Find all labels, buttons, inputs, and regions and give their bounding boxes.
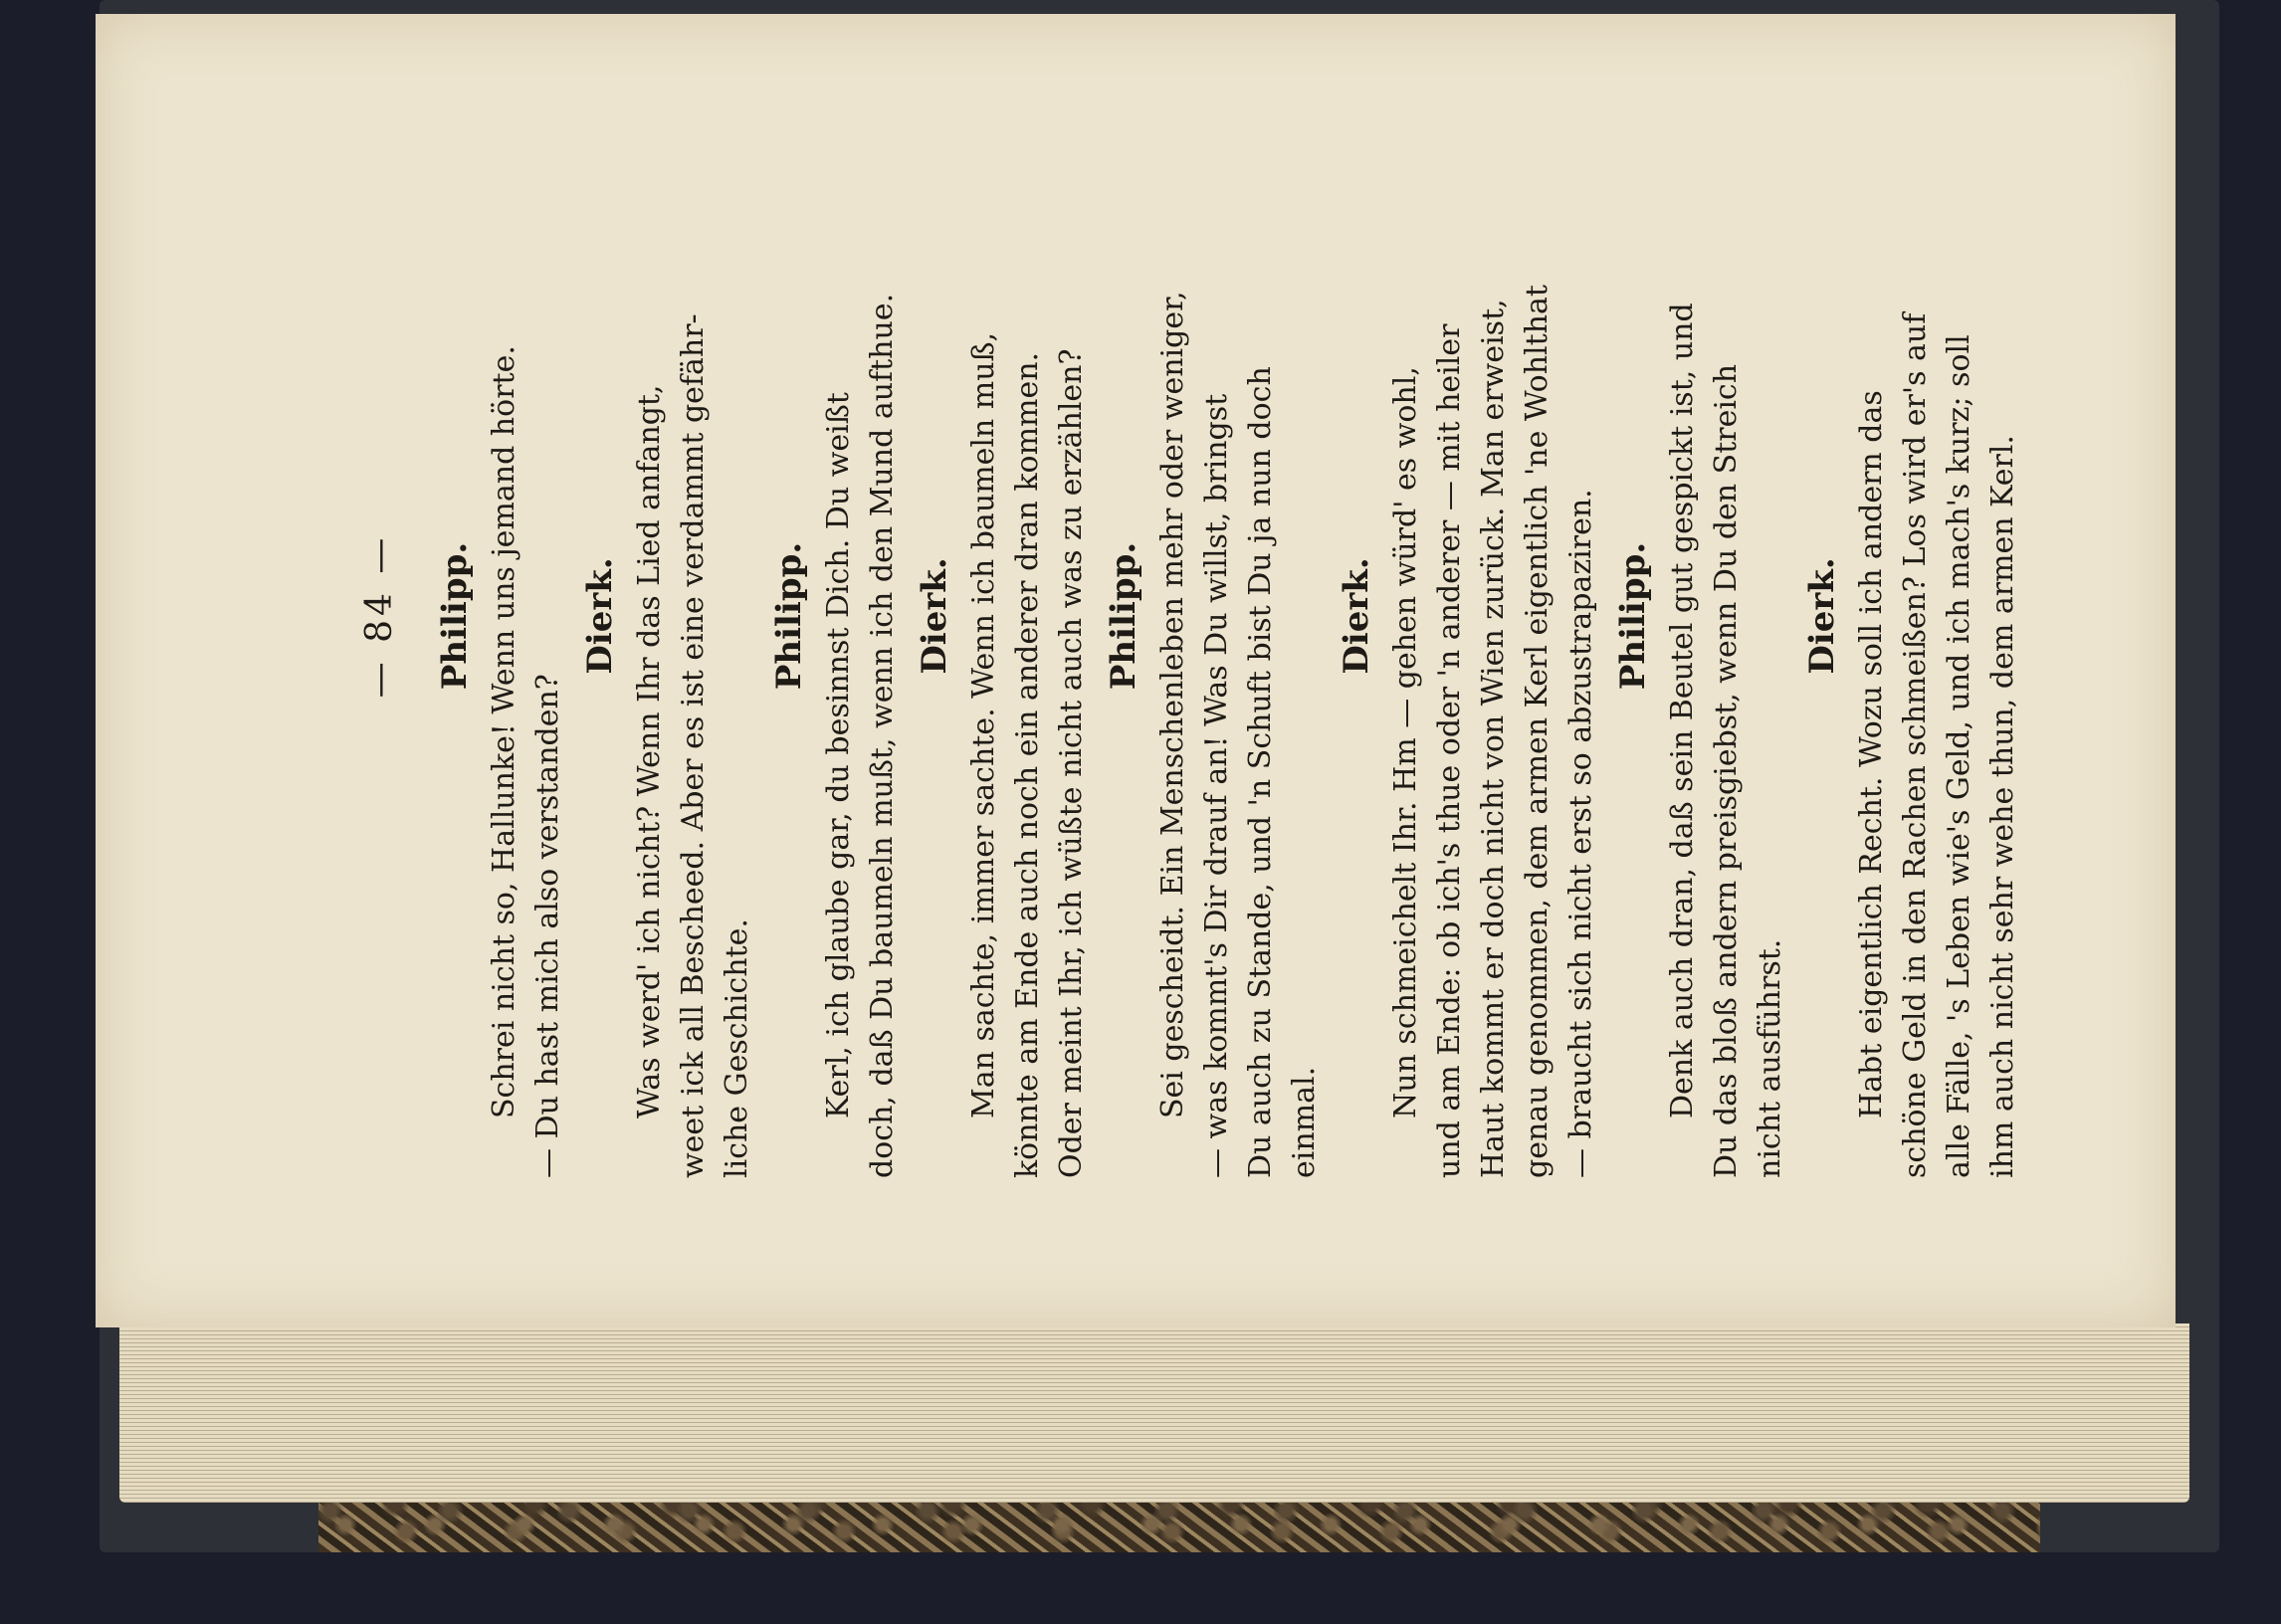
speech-block bbox=[483, 54, 570, 1178]
speech-block bbox=[1850, 54, 2025, 1178]
book-page bbox=[96, 14, 2176, 1327]
speech-line: doch, daß Du baumeln mußt, wenn ich den Mund aufthue. bbox=[865, 293, 900, 1178]
speech-line: Sei gescheidt. Ein Menschenleben mehr oder weniger, bbox=[1155, 291, 1190, 1118]
speech-block bbox=[1151, 54, 1327, 1178]
speaker-name: Dierk. bbox=[1802, 557, 1842, 675]
speech-line: — braucht sich nicht erst so abzustrapaziren. bbox=[1563, 489, 1598, 1178]
speech-block bbox=[962, 54, 1094, 1178]
speech-line: liche Geschichte. bbox=[720, 918, 754, 1178]
page-number: — 84 — bbox=[359, 533, 400, 699]
speaker-name: Dierk. bbox=[1337, 557, 1376, 675]
speech-line: schöne Geld in den Rachen schmeißen? Los wird er's auf bbox=[1898, 312, 1933, 1178]
speech-line: Habt eigentlich Recht. Wozu soll ich andern das bbox=[1854, 390, 1889, 1118]
speaker-name: Philipp. bbox=[1104, 541, 1143, 691]
speech-line: — was kommt's Dir drauf an! Was Du willst, bringst bbox=[1199, 393, 1234, 1178]
speech-block bbox=[628, 54, 759, 1178]
speech-line: Schrei nicht so, Hallunke! Wenn uns jemand hörte. bbox=[487, 345, 521, 1118]
speech-line: Kerl, ich glaube gar, du besinnst Dich. Du weißt bbox=[821, 392, 856, 1118]
speech-line: — Du hast mich also verstanden? bbox=[530, 674, 565, 1178]
speech-line: Du auch zu Stande, und 'n Schuft bist Du ja nun doch bbox=[1243, 366, 1278, 1178]
speaker-name: Philipp. bbox=[1613, 541, 1653, 691]
speech-block bbox=[1661, 54, 1792, 1178]
speech-line: genau genommen, dem armen Kerl eigentlich 'ne Wohlthat bbox=[1520, 285, 1555, 1178]
page-stack-edge bbox=[119, 1323, 2189, 1503]
speech-line: Oder meint Ihr, ich wüßte nicht auch was zu erzählen? bbox=[1054, 348, 1089, 1178]
play-dialogue bbox=[429, 54, 2033, 1178]
speech-line: Du das bloß andern preisgiebst, wenn Du den Streich bbox=[1709, 363, 1744, 1178]
speech-line: ihm auch nicht sehr wehe thun, dem armen Kerl. bbox=[1985, 435, 2020, 1178]
speech-line: einmal. bbox=[1287, 1066, 1322, 1178]
speech-line: Nun schmeichelt Ihr. Hm — gehen würd' es wohl, bbox=[1388, 366, 1423, 1118]
speaker-name: Dierk. bbox=[915, 557, 954, 675]
speech-block bbox=[817, 54, 905, 1178]
speech-line: nicht ausführst. bbox=[1753, 938, 1787, 1178]
speech-line: alle Fälle, 's Leben wie's Geld, und ich mach's kurz; soll bbox=[1942, 334, 1976, 1178]
speaker-name: Philipp. bbox=[435, 541, 475, 691]
speech-line: Haut kommt er doch nicht von Wien zurück. Man erweist, bbox=[1476, 299, 1511, 1178]
speech-line: könnte am Ende auch noch ein anderer dran kommen. bbox=[1010, 351, 1045, 1178]
speech-line: weet ick all Bescheed. Aber es ist eine verdammt gefähr- bbox=[676, 313, 711, 1178]
speaker-name: Philipp. bbox=[769, 541, 809, 691]
page-text-rotated bbox=[359, 54, 2020, 1178]
speech-line: und am Ende: ob ich's thue oder 'n anderer — mit heiler bbox=[1432, 323, 1467, 1178]
speech-line: Was werd' ich nicht? Wenn Ihr das Lied anfangt, bbox=[632, 384, 667, 1118]
speech-line: Denk auch dran, daß sein Beutel gut gespickt ist, und bbox=[1665, 303, 1700, 1118]
speech-line: Man sachte, immer sachte. Wenn ich baumeln muß, bbox=[966, 331, 1001, 1118]
speaker-name: Dierk. bbox=[580, 557, 620, 675]
speech-block bbox=[1384, 54, 1603, 1178]
